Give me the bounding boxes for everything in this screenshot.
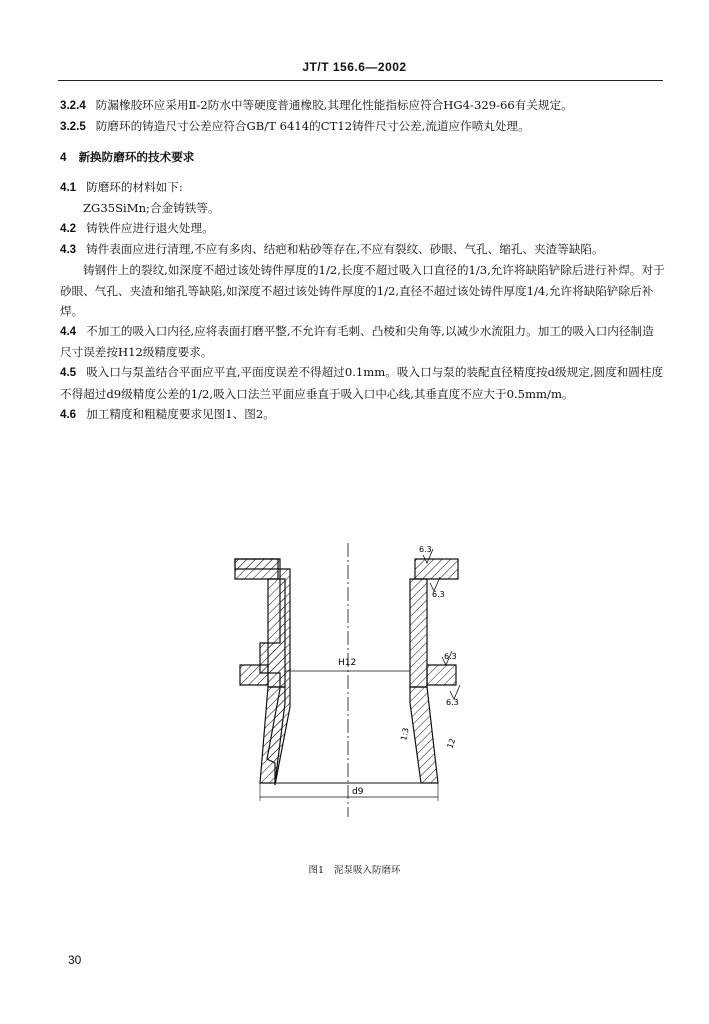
clause-text: 加工精度和粗糙度要求见图1、图2。 xyxy=(86,406,275,421)
clause-4-3-paragraph: 铸钢件上的裂纹,如深度不超过该处铸件厚度的1/2,长度不超过吸入口直径的1/3,允许将缺陷铲除后进行补焊。对于砂眼、气孔、夹渣和缩孔等缺陷,如深度不超过该处铸件厚度的1/2,直径不超过该处铸件厚度1/4,允许将缺陷铲除后补焊。 xyxy=(60,263,665,318)
figure-caption xyxy=(0,862,709,876)
clause-text: 吸入口与泵盖结合平面应平直,平面度误差不得超过0.1mm。吸入口与泵的装配直径精度按d级规定,圆度和圆柱度不得超过d9级精度公差的1/2,吸入口法兰平面应垂直于吸入口中心线,其垂直度不应大于0.5mm/m。 xyxy=(60,365,664,401)
left-mid-flange xyxy=(240,665,268,685)
left-wall xyxy=(268,579,285,687)
clause-number: 3.2.5 xyxy=(60,120,86,134)
material-list: ZG35SiMn;合金铸铁等。 xyxy=(83,200,220,215)
clause-text: 防磨环的铸造尺寸公差应符合GB/T 6414的CT12铸件尺寸公差,流道应作喷丸处理。 xyxy=(95,119,530,134)
document-header: JT/T 156.6—2002 xyxy=(302,60,407,74)
clause-number: 4.6 xyxy=(60,407,77,421)
clause-number: 4.4 xyxy=(60,325,77,339)
clause-4-4 xyxy=(60,321,665,362)
clause-text: 防漏橡胶环应采用Ⅱ-2防水中等硬度普通橡胶,其理化性能指标应符合HG4-329-66有关规定。 xyxy=(95,98,573,112)
clause-4-1 xyxy=(60,177,665,198)
right-mid-flange xyxy=(427,665,456,685)
right-wall xyxy=(410,579,427,687)
body-text xyxy=(60,95,665,425)
left-cone xyxy=(260,687,285,783)
section-4-heading xyxy=(60,147,665,168)
clause-4-3 xyxy=(60,239,665,260)
section-title: 新换防磨环的技术要求 xyxy=(78,150,195,165)
clause-text: 防磨环的材料如下: xyxy=(86,179,183,194)
roughness-label: 6.3 xyxy=(432,590,445,599)
clause-text: 铸件表面应进行清理,不应有多肉、结疤和粘砂等存在,不应有裂纹、砂眼、气孔、缩孔、夹渣等缺陷。 xyxy=(86,242,604,257)
roughness-symbol xyxy=(450,685,460,699)
roughness-label: 6.3 xyxy=(419,545,432,554)
bore-tolerance-label: H12 xyxy=(338,658,357,668)
header-rule xyxy=(58,80,663,81)
clause-text: 铸铁件应进行退火处理。 xyxy=(86,221,214,236)
side-label: 12 xyxy=(445,737,458,750)
clause-number: 4.1 xyxy=(60,180,77,194)
clause-4-5 xyxy=(60,362,665,403)
taper-label: 1:3 xyxy=(399,726,411,742)
roughness-label: 6.3 xyxy=(444,652,457,661)
outer-tolerance-label: d9 xyxy=(352,787,364,797)
section-number: 4 xyxy=(60,151,67,165)
clause-4-2 xyxy=(60,218,665,239)
page-number: 30 xyxy=(68,953,82,967)
left-flange-top xyxy=(235,559,278,579)
clause-4-6 xyxy=(60,404,665,425)
figure-title: 泥泵吸入防磨环 xyxy=(334,865,401,876)
right-cone xyxy=(410,687,438,783)
clause-number: 4.3 xyxy=(60,243,77,257)
clause-text: 不加工的吸入口内径,应将表面打磨平整,不允许有毛刺、凸棱和尖角等,以减少水流阻力。加工的吸入口内径制造尺寸误差按H12级精度要求。 xyxy=(60,324,654,360)
clause-number: 4.2 xyxy=(60,222,77,236)
figure-number: 图1 xyxy=(308,865,325,876)
roughness-label: 6.3 xyxy=(446,698,459,707)
right-flange-top xyxy=(415,559,458,579)
clause-number: 4.5 xyxy=(60,366,77,380)
clause-number: 3.2.4 xyxy=(60,99,86,112)
clause-3-2-4 xyxy=(60,95,665,116)
clause-3-2-5 xyxy=(60,116,665,137)
technical-drawing xyxy=(220,535,490,825)
figure-1-drawing xyxy=(220,535,490,825)
